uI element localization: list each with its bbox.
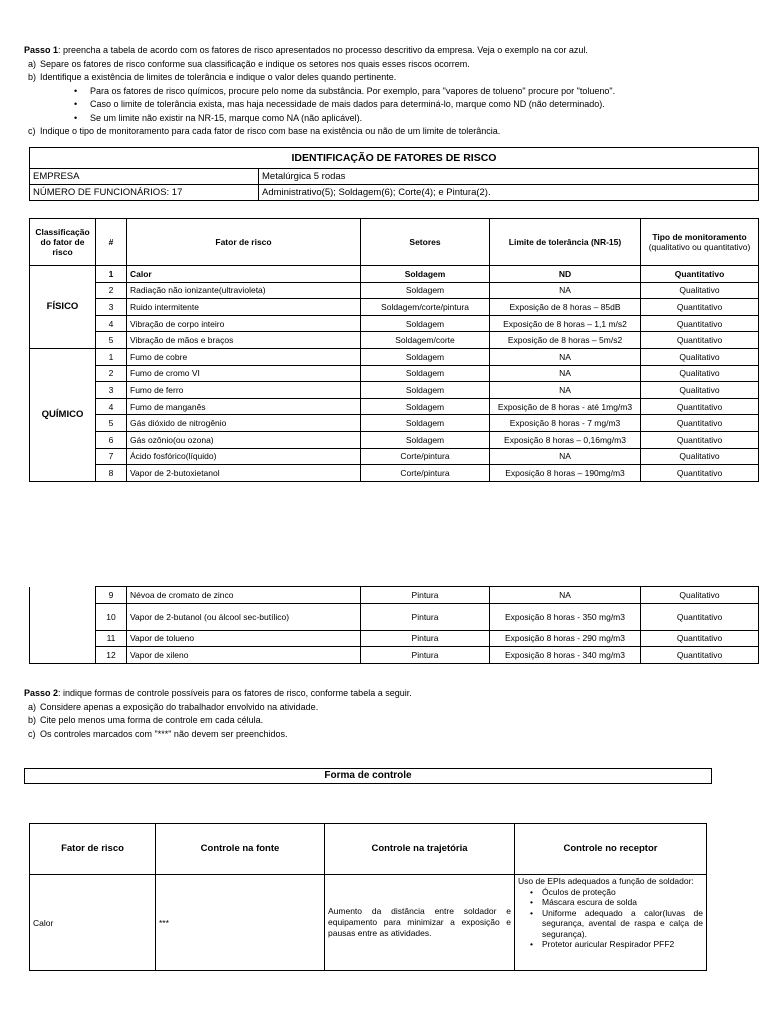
passo2-heading <box>24 687 754 701</box>
header-num: # <box>96 219 127 266</box>
table-row: 5 Gás dióxido de nitrogênio Soldagem Exposição 8 horas - 7 mg/m3 Quantitativo <box>30 415 759 432</box>
table-row: 9 Névoa de cromato de zinco Pintura NA Qualitativo <box>30 587 759 604</box>
header-classificacao: Classificação do fator de risco <box>30 219 96 266</box>
header-fator: Fator de risco <box>127 219 361 266</box>
identification-title: IDENTIFICAÇÃO DE FATORES DE RISCO <box>30 148 759 169</box>
forma-controle-title: Forma de controle <box>24 768 712 784</box>
passo2-intro: : indique formas de controle possíveis para os fatores de risco, conforme tabela a seguir. <box>58 688 412 698</box>
table-row: 10 Vapor de 2-butanol (ou álcool sec-butílico) Pintura Exposição 8 horas - 350 mg/m3 Quantitativo <box>30 603 759 630</box>
list-item: • Uniforme adequado a calor(luvas de segurança, avental de raspa e calça de segurança). <box>542 908 703 940</box>
table-row: 3 Fumo de ferro Soldagem NA Qualitativo <box>30 382 759 399</box>
control-fonte: *** <box>156 875 325 971</box>
table-row: 12 Vapor de xileno Pintura Exposição 8 horas - 340 mg/m3 Quantitativo <box>30 647 759 664</box>
header-limite: Limite de tolerância (NR-15) <box>490 219 641 266</box>
header-controle-fonte: Controle na fonte <box>156 824 325 875</box>
receptor-list <box>518 887 703 950</box>
quimico-label: QUÍMICO <box>30 348 96 481</box>
header-tipo: Tipo de monitoramento (qualitativo ou quantitativo) <box>641 219 759 266</box>
table-row: QUÍMICO 1 Fumo de cobre Soldagem NA Qualitativo <box>30 348 759 365</box>
table-row: 6 Gás ozônio(ou ozona) Soldagem Exposição 8 horas – 0,16mg/m3 Quantitativo <box>30 431 759 448</box>
header-fator-risco: Fator de risco <box>30 824 156 875</box>
risk-factor-table-continued <box>29 586 759 664</box>
passo1-heading <box>24 44 754 58</box>
empresa-label: EMPRESA <box>30 169 259 185</box>
list-item: • Protetor auricular Respirador PFF2 <box>542 939 703 950</box>
passo1-title: Passo 1 <box>24 45 59 55</box>
header-controle-receptor: Controle no receptor <box>515 824 707 875</box>
table-row: 4 Fumo de manganês Soldagem Exposição de 8 horas - até 1mg/m3 Quantitativo <box>30 398 759 415</box>
control-trajetoria: Aumento da distância entre soldador e equipamento para minimizar a exposição e pausas entre as atividades. <box>325 875 515 971</box>
table-row: 2 Radiação não ionizante(ultravioleta) Soldagem NA Qualitativo <box>30 282 759 299</box>
table-row: 3 Ruido intermitente Soldagem/corte/pintura Exposição de 8 horas – 85dB Quantitativo <box>30 299 759 316</box>
passo1-item-b: b) Identifique a existência de limites de tolerância e indique o valor deles quando pertinente. <box>28 72 397 82</box>
table-row: 2 Fumo de cromo VI Soldagem NA Qualitativo <box>30 365 759 382</box>
table-row: FÍSICO 1 Calor Soldagem ND Quantitativo <box>30 266 759 283</box>
passo2-item-c: c) Os controles marcados com "***" não devem ser preenchidos. <box>28 728 288 739</box>
passo1-bullet: • Caso o limite de tolerância exista, mas haja necessidade de mais dados para determiná-lo, marque como ND (não determinado). <box>24 98 754 112</box>
passo2-title: Passo 2 <box>24 688 59 698</box>
fisico-label: FÍSICO <box>30 266 96 349</box>
control-table <box>29 823 707 971</box>
list-item: • Máscara escura de solda <box>542 897 703 908</box>
table-row: 5 Vibração de mãos e braços Soldagem/corte Exposição de 8 horas – 5m/s2 Quantitativo <box>30 332 759 349</box>
table-row: 7 Ácido fosfórico(líquido) Corte/pintura NA Qualitativo <box>30 448 759 465</box>
passo1-intro: : preencha a tabela de acordo com os fatores de risco apresentados no processo descritivo da empresa. Veja o exemplo na cor azul. <box>58 45 588 55</box>
header-controle-trajetoria: Controle na trajetória <box>325 824 515 875</box>
passo2-item-b: b) Cite pelo menos uma forma de controle em cada célula. <box>28 715 264 725</box>
classificacao-cell-empty <box>30 587 96 664</box>
table-row <box>30 875 707 971</box>
table-row: 11 Vapor de tolueno Pintura Exposição 8 horas - 290 mg/m3 Quantitativo <box>30 630 759 647</box>
table-row: 4 Vibração de corpo inteiro Soldagem Exposição de 8 horas – 1,1 m/s2 Quantitativo <box>30 315 759 332</box>
table-row: 8 Vapor de 2-butoxietanol Corte/pintura Exposição 8 horas – 190mg/m3 Quantitativo <box>30 465 759 482</box>
risk-factor-table <box>29 218 759 482</box>
control-fator: Calor <box>30 875 156 971</box>
passo2-item-a: a) Considere apenas a exposição do trabalhador envolvido na atividade. <box>28 701 319 712</box>
list-item: • Óculos de proteção <box>542 887 703 898</box>
header-setores: Setores <box>361 219 490 266</box>
funcionarios-value: Administrativo(5); Soldagem(6); Corte(4); e Pintura(2). <box>259 185 759 201</box>
control-receptor: Uso de EPIs adequados a função de soldador: • Óculos de proteção • Máscara escura de solda • Uniforme adequado a calor(luvas de segurança, avental de raspa e calça de segurança). • Protetor auricular Respirador PFF2 <box>515 875 707 971</box>
passo1-bullet: • Se um limite não existir na NR-15, marque como NA (não aplicável). <box>24 112 754 126</box>
empresa-value: Metalúrgica 5 rodas <box>259 169 759 185</box>
funcionarios-label: NÚMERO DE FUNCIONÁRIOS: 17 <box>30 185 259 201</box>
passo1-item-c: c) Indique o tipo de monitoramento para cada fator de risco com base na existência ou não de um limite de tolerância. <box>28 126 501 136</box>
passo2-instructions <box>24 687 754 741</box>
passo1-instructions <box>24 44 754 139</box>
identification-table <box>29 147 759 201</box>
passo1-bullet: • Para os fatores de risco químicos, procure pelo nome da substância. Por exemplo, para "vapores de tolueno" procure por "tolueno". <box>24 85 754 99</box>
passo1-item-a: a) Separe os fatores de risco conforme sua classificação e indique os setores nos quais esses riscos ocorrem. <box>28 58 470 69</box>
